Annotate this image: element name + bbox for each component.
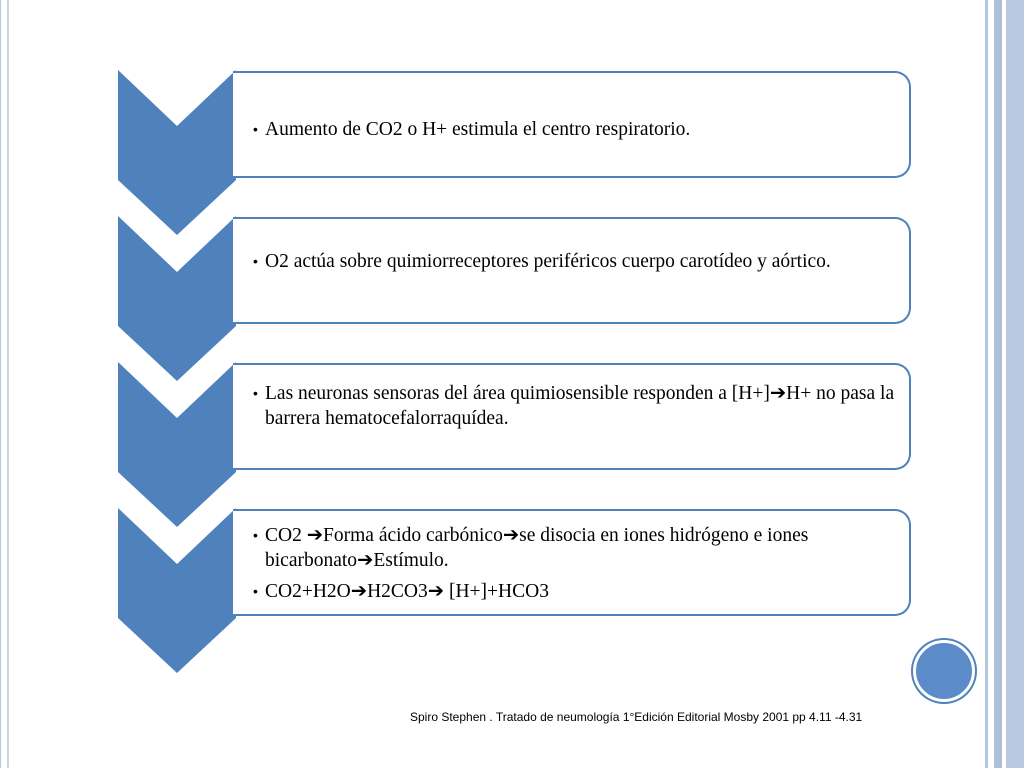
step-2-box <box>233 217 911 324</box>
chevron-arrow-step-3 <box>118 362 236 527</box>
step-3-box <box>233 363 911 470</box>
step-1-box <box>233 71 911 178</box>
chevron-arrow-step-2 <box>118 216 236 381</box>
decorative-circle <box>913 640 975 702</box>
step-3-bullet-1: • Las neuronas sensoras del área quimiosensible responden a [H+]➔H+ no pasa la barrera hematocefalorraquídea. <box>233 381 909 431</box>
step-4-box <box>233 509 911 616</box>
step-4-bullet-2: • CO2+H2O➔H2CO3➔ [H+]+HCO3 <box>233 579 909 604</box>
right-decorative-stripes <box>982 0 1024 768</box>
left-border-rule <box>0 0 12 768</box>
step-4-bullet-1: • CO2 ➔Forma ácido carbónico➔se disocia en iones hidrógeno e iones bicarbonato➔Estímulo. <box>233 523 909 573</box>
chevron-arrow-step-1 <box>118 70 236 235</box>
citation-text: Spiro Stephen . Tratado de neumología 1°Edición Editorial Mosby 2001 pp 4.11 -4.31 <box>410 710 863 724</box>
step-1-bullet-1: • Aumento de CO2 o H+ estimula el centro respiratorio. <box>233 117 909 142</box>
chevron-arrow-step-4 <box>118 508 236 673</box>
step-2-bullet-1: • O2 actúa sobre quimiorreceptores periféricos cuerpo carotídeo y aórtico. <box>233 249 909 274</box>
